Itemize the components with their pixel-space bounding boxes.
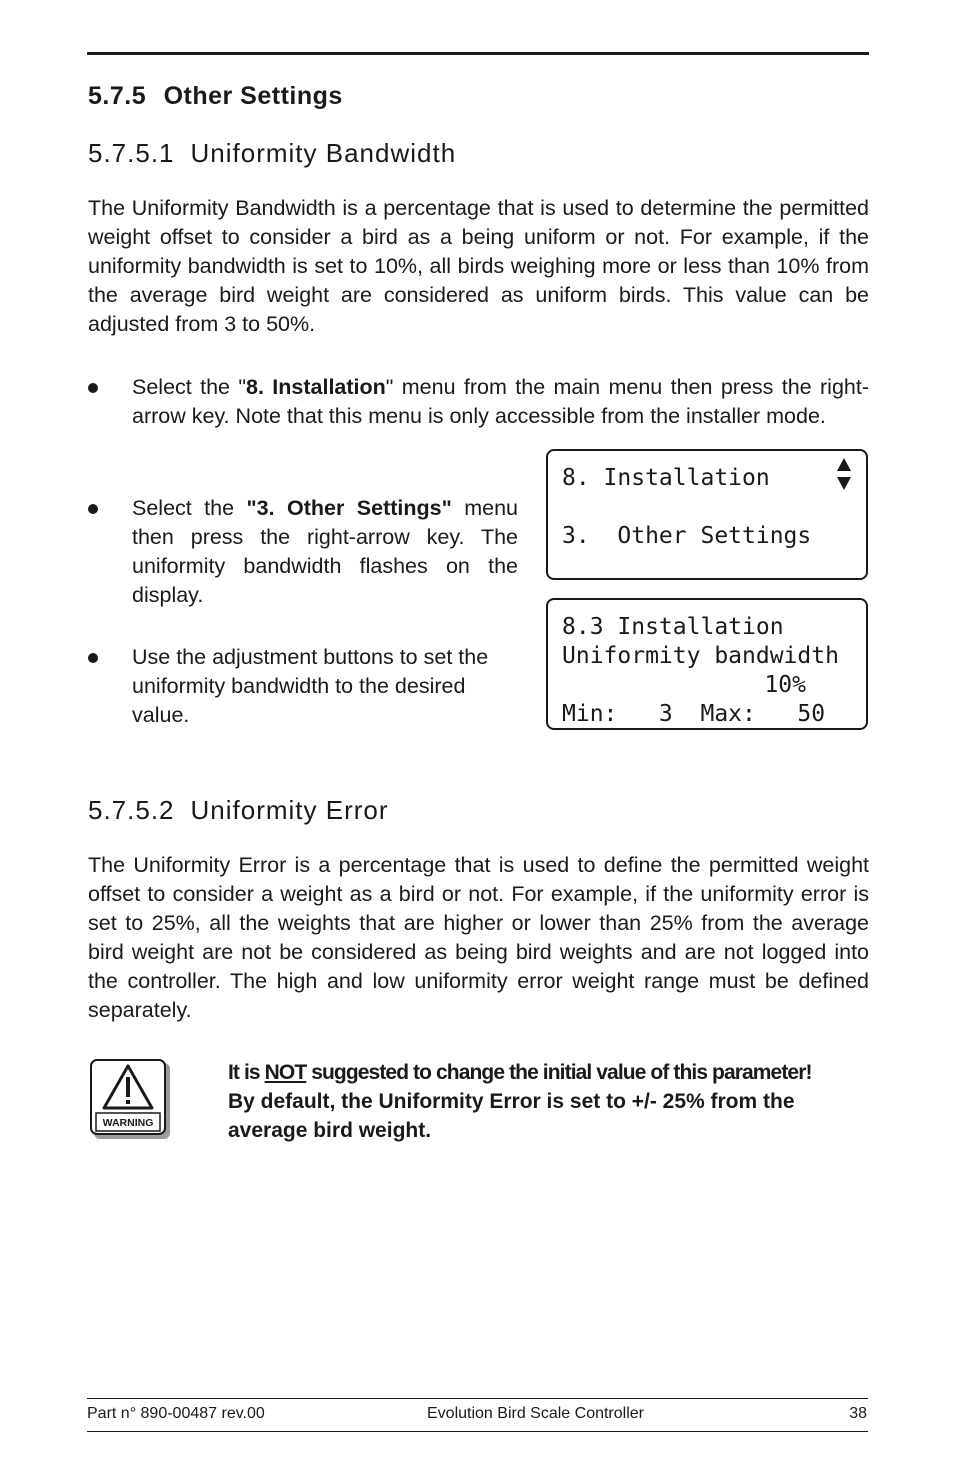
subsection-number: 5.7.5.1 <box>88 138 175 168</box>
section-heading <box>88 82 343 111</box>
warning-line-2: By default, the Uniformity Error is set to +/- 25% from the average bird weight. <box>228 1090 795 1142</box>
bullet-text: Use the adjustment buttons to set the uniformity bandwidth to the desired value. <box>132 645 489 727</box>
lcd-line: Min: 3 Max: 50 <box>562 701 826 727</box>
section-number: 5.7.5 <box>88 82 147 110</box>
subsection-title: Uniformity Error <box>190 795 389 825</box>
lcd-line: 8.3 Installation <box>562 614 784 640</box>
bullet-text: Select the "8. Installation" menu from the main menu then press the right-arrow key. Note that this menu is only accessible from the installer mode. <box>132 375 869 428</box>
warning-line-1: It is NOT suggested to change the initial value of this parameter! <box>228 1061 812 1084</box>
bandwidth-paragraph: The Uniformity Bandwidth is a percentage that is used to determine the permitted weight offset to consider a bird as a being uniform or not. For example, if the uniformity bandwidth is set to 10%, all birds weighing more or less than 10% from the average bird weight are considered as uniform birds. This value can be adjusted from 3 to 50%. <box>88 196 869 336</box>
up-down-arrows-icon <box>836 457 852 491</box>
footer-top-rule <box>87 1398 868 1399</box>
error-paragraph: The Uniformity Error is a percentage that is used to define the permitted weight offset to consider a weight as a bird or not. For example, if the uniformity error is set to 25%, all the weights that are higher or lower than 25% from the average bird weight are not be considered as being bird weights and are not logged into the controller. The high and low uniformity error weight range must be defined separately. <box>88 853 869 1022</box>
lcd-line: 3. Other Settings <box>562 523 812 549</box>
warning-label: WARNING <box>102 1117 154 1129</box>
warning-text <box>228 1058 869 1145</box>
bullet-dot <box>88 653 98 663</box>
bullet-dot <box>88 383 98 393</box>
lcd-line: 8. Installation <box>562 465 770 491</box>
top-rule <box>87 52 869 55</box>
subsection-heading-bandwidth <box>88 138 456 169</box>
warning-icon <box>90 1059 170 1139</box>
subsection-number: 5.7.5.2 <box>88 795 175 825</box>
lcd-display-uniformity-bandwidth <box>546 598 868 730</box>
footer-bottom-rule <box>87 1431 868 1432</box>
footer-document-title: Evolution Bird Scale Controller <box>427 1405 644 1422</box>
subsection-heading-error <box>88 795 389 826</box>
section-title: Other Settings <box>163 82 343 110</box>
footer-part-number: Part n° 890-00487 rev.00 <box>87 1405 265 1422</box>
lcd-value: 10% <box>764 672 806 698</box>
bullet-dot <box>88 504 98 514</box>
bullet-text: Select the "3. Other Settings" menu then press the right-arrow key. The uniformity bandwidth flashes on the display. <box>132 496 518 607</box>
lcd-line: Uniformity bandwidth <box>562 643 839 669</box>
footer-page-number: 38 <box>849 1405 867 1422</box>
lcd-display-installation-menu <box>546 449 868 580</box>
subsection-title: Uniformity Bandwidth <box>190 138 457 168</box>
